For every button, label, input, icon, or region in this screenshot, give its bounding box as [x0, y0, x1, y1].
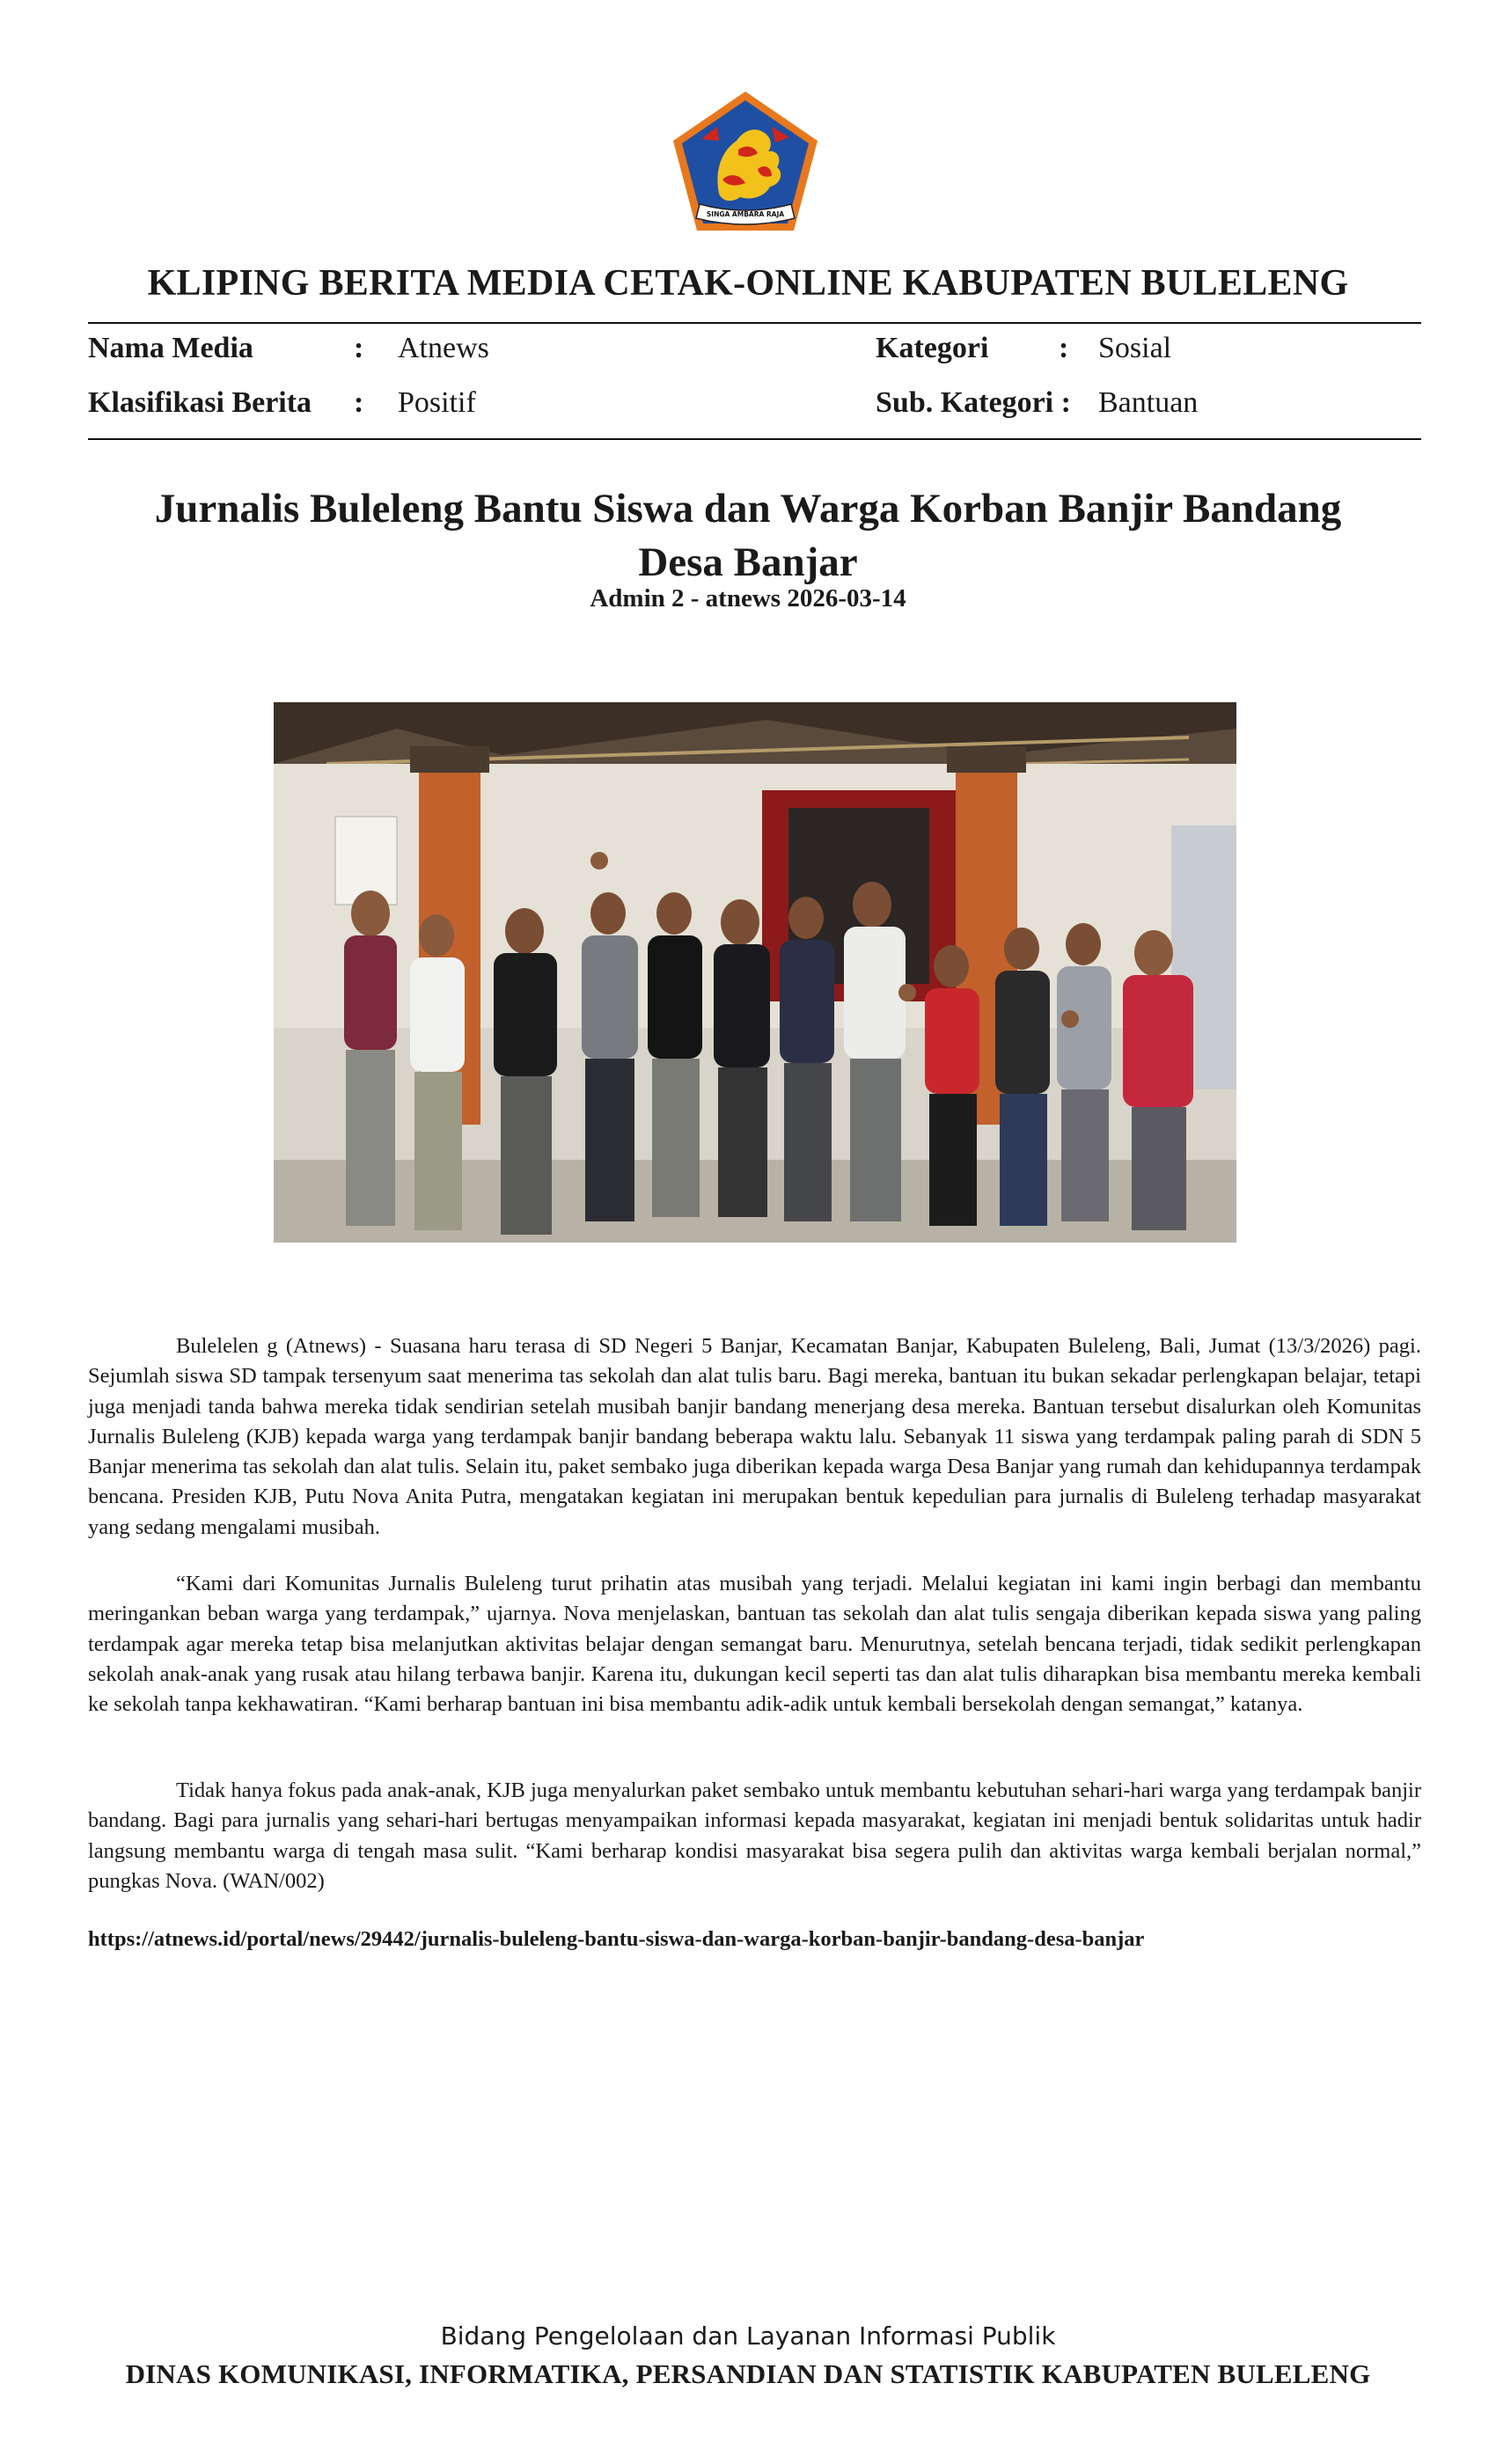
category-label: Kategori — [876, 332, 989, 364]
footer-department: Bidang Pengelolaan dan Layanan Informasi Publik — [440, 2321, 1056, 2350]
document-title: KLIPING BERITA MEDIA CETAK-ONLINE KABUPATEN BULELENG — [147, 263, 1349, 304]
subcategory-value: Bantuan — [1098, 386, 1199, 419]
article-paragraph-2-text: “Kami dari Komunitas Jurnalis Buleleng turut prihatin atas musibah yang terjadi. Melalui kegiatan ini kami ingin berbagi dan membantu meringankan beban warga yang terdampak,” ujarnya. Nova menjelaskan, bantuan tas sekolah dan alat tulis sengaja diberikan kepada siswa yang paling terdampak agar mereka tetap bisa melanjutkan aktivitas belajar dengan semangat baru. Menurutnya, setelah bencana terjadi, tidak sedikit perlengkapan sekolah anak-anak yang rusak atau hilang terbawa banjir. Karena itu, dukungan kecil seperti tas dan alat tulis diharapkan bisa membantu mereka kembali ke sekolah tanpa kekhawatiran. “Kami berharap bantuan ini bisa membantu adik-adik untuk kembali bersekolah dengan semangat,” katanya. — [88, 1572, 1421, 1717]
header-divider-bottom — [88, 438, 1421, 440]
article-title: Jurnalis Buleleng Bantu Siswa dan Warga Korban Banjir Bandang Desa Banjar — [154, 486, 1342, 585]
article-paragraph-3 — [88, 1776, 1421, 1896]
article-source-link[interactable]: https://atnews.id/portal/news/29442/jurnalis-buleleng-bantu-siswa-dan-warga-korban-banjir-bandang-desa-banjar — [88, 1927, 1145, 1951]
article-byline: Admin 2 - atnews 2026-03-14 — [590, 584, 906, 612]
category-separator: : — [1059, 332, 1069, 364]
media-separator: : — [354, 332, 364, 364]
subcategory-label: Sub. Kategori : — [876, 386, 1071, 419]
category-value: Sosial — [1098, 332, 1172, 364]
classification-separator: : — [354, 386, 364, 419]
article-paragraph-3-text: Tidak hanya fokus pada anak-anak, KJB juga menyalurkan paket sembako untuk membantu kebutuhan sehari-hari warga yang terdampak banjir bandang. Bagi para jurnalis yang sehari-hari bertugas menyampaikan informasi kepada masyarakat, kegiatan ini menjadi bentuk solidaritas untuk hadir langsung membantu warga di tengah masa sulit. “Kami berharap kondisi masyarakat bisa segera pulih dan aktivitas warga kembali berjalan normal,” pungkas Nova. (WAN/002) — [88, 1778, 1421, 1893]
footer-agency: DINAS KOMUNIKASI, INFORMATIKA, PERSANDIAN DAN STATISTIK KABUPATEN BULELENG — [125, 2358, 1371, 2389]
article-paragraph-1-text: Bulelelen g (Atnews) - Suasana haru terasa di SD Negeri 5 Banjar, Kecamatan Banjar, Kabupaten Buleleng, Bali, Jumat (13/3/2026) pagi. Sejumlah siswa SD tampak tersenyum saat menerima tas sekolah dan alat tulis baru. Bagi mereka, bantuan itu bukan sekadar perlengkapan belajar, tetapi juga menjadi tanda bahwa mereka tidak sendirian setelah musibah banjir bandang menerjang desa mereka. Bantuan tersebut disalurkan oleh Komunitas Jurnalis Buleleng (KJB) kepada warga yang terdampak banjir bandang beberapa waktu lalu. Sebanyak 11 siswa yang terdampak paling parah di SDN 5 Banjar menerima tas sekolah dan alat tulis. Selain itu, paket sembako juga diberikan kepada warga Desa Banjar yang rumah dan kehidupannya terdampak bencana. Presiden KJB, Putu Nova Anita Putra, mengatakan kegiatan ini merupakan bentuk kepedulian para jurnalis di Buleleng terhadap masyarakat yang sedang mengalami musibah. — [88, 1334, 1421, 1539]
classification-value: Positif — [398, 386, 476, 419]
group-photo-image — [274, 702, 1236, 1243]
article-paragraph-1 — [88, 1331, 1421, 1543]
article-paragraph-2 — [88, 1569, 1421, 1720]
media-label: Nama Media — [88, 332, 253, 364]
emblem-ribbon-text: SINGA AMBARA RAJA — [706, 210, 785, 218]
media-value: Atnews — [398, 332, 489, 364]
classification-label: Klasifikasi Berita — [88, 386, 312, 419]
singa-ambara-raja-emblem-icon — [666, 88, 825, 238]
header-divider-top — [88, 322, 1421, 324]
